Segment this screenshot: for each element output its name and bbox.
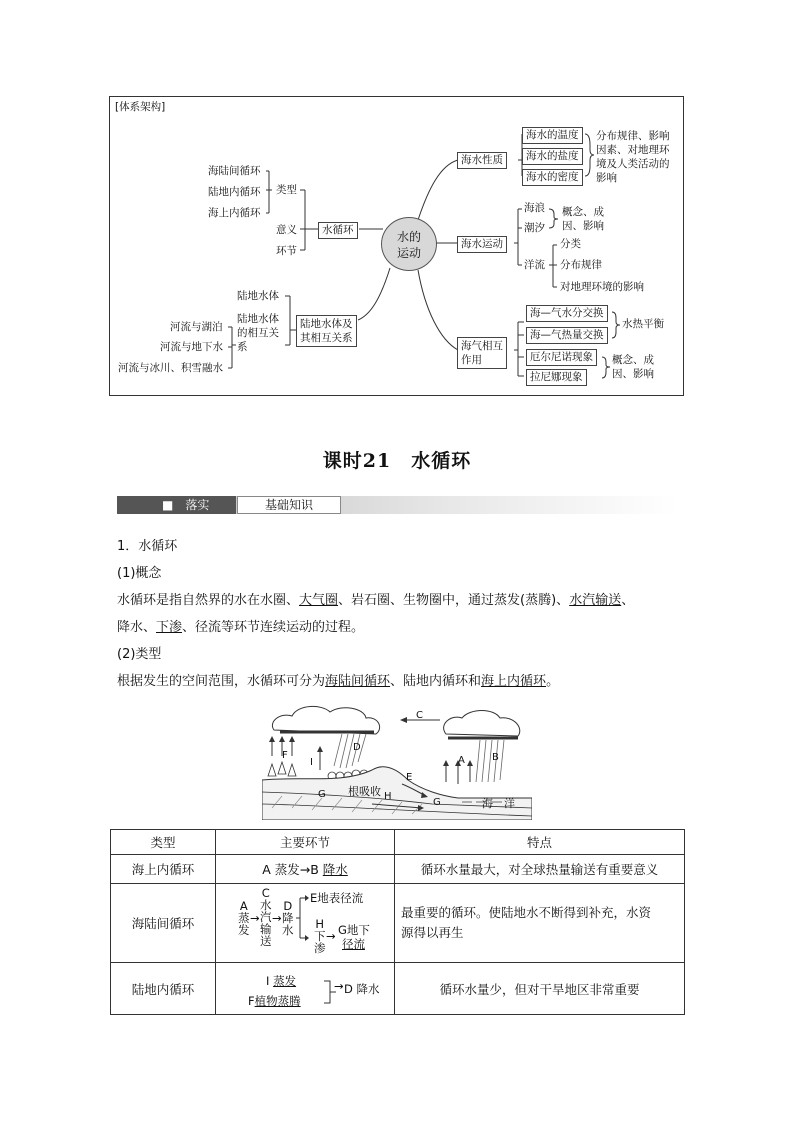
diagram-root-absorb: 根吸收 <box>348 785 381 798</box>
water-cycle-table <box>110 829 685 1015</box>
section-bar-dark-label: ■ 落实 <box>162 498 210 512</box>
desc-heat-balance: 水热平衡 <box>622 318 664 330</box>
th-features: 特点 <box>395 830 685 855</box>
cell-feature-land: 循环水量少，但对干旱地区非常重要 <box>395 963 685 1015</box>
table-row <box>111 855 685 884</box>
feature-line-1: 最重要的循环。使陆地水不断得到补充，水资 <box>401 905 652 920</box>
desc-properties-1: 分布规律、影响 <box>596 130 670 142</box>
cell-type-sea: 海上内循环 <box>111 855 216 884</box>
item-sea-salinity: 海水的盐度 <box>522 148 583 165</box>
text-underlined: 大气圈 <box>299 593 339 608</box>
char: C <box>261 886 270 900</box>
text: 、 <box>621 593 635 608</box>
desc-enso-1: 概念、成 <box>612 354 654 366</box>
heading-concept: (1)概念 <box>117 566 162 581</box>
char: 发 <box>238 923 250 937</box>
item-heat-exchange: 海—气热量交换 <box>526 327 608 344</box>
section-bar-dark <box>117 496 236 514</box>
char: 水 <box>260 898 272 912</box>
item-sea-temperature: 海水的温度 <box>522 127 583 144</box>
arrow-icon: → <box>334 979 344 993</box>
item-waves: 海浪 <box>524 202 545 214</box>
stage-e: E地表径流 <box>310 891 364 905</box>
arrow-icon: → <box>326 929 336 943</box>
diagram-label-d: D <box>353 742 361 753</box>
paragraph-concept-2 <box>117 619 364 637</box>
arrow-icon: → <box>250 911 260 925</box>
text-underlined: 下渗 <box>156 620 183 635</box>
cell-stages-land <box>216 963 395 1015</box>
stage-d: D 降水 <box>344 982 380 996</box>
diagram-label-h: H <box>384 791 392 802</box>
char: D <box>283 899 293 913</box>
char: 蒸 <box>238 911 250 925</box>
text: 水循环是指自然界的水在水圈、 <box>117 593 300 608</box>
relation-river-glacier: 河流与冰川、积雪融水 <box>118 362 223 374</box>
cell-stages-sea <box>216 855 395 884</box>
text: 、岩石圈、生物圈中，通过蒸发(蒸腾)、 <box>338 593 570 608</box>
item-relation-2: 的相互关 <box>237 327 279 339</box>
stage-a-vertical <box>238 900 250 936</box>
node-land-water <box>296 315 357 347</box>
diagram-label-a: A <box>458 755 465 766</box>
char: H <box>315 917 325 931</box>
paragraph-types <box>117 673 559 691</box>
char: 汽 <box>260 910 272 924</box>
cell-type-landsea: 海陆间循环 <box>111 884 216 963</box>
diagram-label-f: F <box>282 750 288 761</box>
diagram-label-c: C <box>416 710 423 721</box>
item-sea-density: 海水的密度 <box>522 169 583 186</box>
node-air-sea-line1: 海气相互 <box>461 340 503 352</box>
text: I <box>266 974 270 988</box>
item-tides: 潮汐 <box>524 222 545 234</box>
node-water-cycle: 水循环 <box>318 222 358 239</box>
mindmap-connectors <box>0 0 794 420</box>
mindmap-center-line1: 水的 <box>396 230 421 244</box>
paragraph-concept-1 <box>117 592 634 610</box>
text: 、陆地内循环和 <box>390 674 482 689</box>
diagram-ocean: 海 洋 <box>482 797 515 810</box>
currents-classification: 分类 <box>560 238 581 250</box>
section-bar-light: 基础知识 <box>237 496 341 514</box>
stage-b: B <box>310 862 319 877</box>
stage-g-line1: G地下 <box>338 923 370 937</box>
text-underlined: 海陆间循环 <box>325 674 391 689</box>
label-types: 类型 <box>276 184 297 196</box>
type-sea-cycle: 海上内循环 <box>208 207 261 219</box>
diagram-label-i: I <box>310 757 313 768</box>
diagram-label-g2: G <box>433 797 441 808</box>
item-relation-1: 陆地水体 <box>237 313 279 325</box>
text: 。 <box>546 674 560 689</box>
branch-lines <box>294 890 310 946</box>
currents-impact: 对地理环境的影响 <box>560 281 644 293</box>
node-land-water-line1: 陆地水体及 <box>300 318 353 330</box>
desc-properties-4: 影响 <box>596 172 617 184</box>
table-header-row <box>111 830 685 855</box>
desc-properties-3: 境及人类活动的 <box>596 158 670 170</box>
desc-enso-2: 因、影响 <box>612 368 654 380</box>
item-land-water: 陆地水体 <box>237 290 279 302</box>
stage-c: 降水 <box>322 862 348 877</box>
item-relation-3: 系 <box>237 341 248 353</box>
char: 下 <box>314 929 326 943</box>
stage-h-vertical <box>314 918 326 954</box>
desc-waves-2: 因、影响 <box>562 220 604 232</box>
char: 渗 <box>314 941 326 955</box>
node-air-sea-line2: 作用 <box>461 354 482 366</box>
currents-distribution: 分布规律 <box>560 259 602 271</box>
stage-c-vertical <box>260 887 272 947</box>
type-land-sea-cycle: 海陆间循环 <box>208 165 261 177</box>
table-row <box>111 884 685 963</box>
text-underlined: 植物蒸腾 <box>254 994 301 1008</box>
item-water-exchange: 海—气水分交换 <box>526 305 608 322</box>
stage-g-line2: 径流 <box>342 937 365 951</box>
node-seawater-motion: 海水运动 <box>457 236 507 253</box>
relation-river-lake: 河流与湖泊 <box>170 321 223 333</box>
char: 送 <box>260 934 272 948</box>
table-row <box>111 963 685 1015</box>
th-stages: 主要环节 <box>216 830 395 855</box>
heading-types: (2)类型 <box>117 647 162 662</box>
relation-river-groundwater: 河流与地下水 <box>160 341 223 353</box>
char: 降 <box>282 911 294 925</box>
node-land-water-line2: 其相互关系 <box>300 332 353 344</box>
cell-type-land: 陆地内循环 <box>111 963 216 1015</box>
item-currents: 洋流 <box>524 259 545 271</box>
char: A <box>239 899 248 913</box>
item-el-nino: 厄尔尼诺现象 <box>526 349 597 366</box>
mindmap-center-line2: 运动 <box>396 246 421 260</box>
text-underlined: 海上内循环 <box>481 674 547 689</box>
diagram-label-b: B <box>492 752 499 763</box>
node-seawater-properties: 海水性质 <box>457 152 507 169</box>
type-land-cycle: 陆地内循环 <box>208 186 261 198</box>
text: 根据发生的空间范围，水循环可分为 <box>117 674 326 689</box>
stage-f <box>248 993 301 1009</box>
stage-a: A 蒸发 <box>262 862 300 877</box>
cell-feature-landsea <box>395 884 685 963</box>
th-type: 类型 <box>111 830 216 855</box>
stage-i <box>266 973 296 989</box>
text: 、径流等环节连续运动的过程。 <box>182 620 365 635</box>
cell-stages-landsea <box>216 884 395 963</box>
desc-waves-1: 概念、成 <box>562 206 604 218</box>
text-underlined: 蒸发 <box>273 974 297 988</box>
node-air-sea-interaction <box>457 337 507 369</box>
mindmap-header: [体系架构] <box>115 101 166 113</box>
text: 降水、 <box>117 620 157 635</box>
lesson-title: 课时21 水循环 <box>322 450 472 472</box>
desc-properties-2: 因素、对地理环 <box>596 144 670 156</box>
char: 输 <box>260 922 272 936</box>
diagram-label-e: E <box>406 772 413 783</box>
diagram-label-g1: G <box>318 789 326 800</box>
text: F <box>248 994 255 1008</box>
char: 水 <box>282 923 294 937</box>
heading-water-cycle: 1．水循环 <box>117 539 178 554</box>
arrow-icon: → <box>272 911 282 925</box>
item-la-nina: 拉尼娜现象 <box>526 369 587 386</box>
label-stages: 环节 <box>276 245 297 257</box>
label-significance: 意义 <box>276 224 297 236</box>
mindmap-center <box>381 217 437 271</box>
text-underlined: 水汽输送 <box>569 593 622 608</box>
cell-feature-sea: 循环水量最大，对全球热量输送有重要意义 <box>395 855 685 884</box>
arrow-icon: → <box>299 862 311 877</box>
feature-line-2: 源得以再生 <box>401 925 464 940</box>
stage-d-vertical <box>282 900 294 936</box>
